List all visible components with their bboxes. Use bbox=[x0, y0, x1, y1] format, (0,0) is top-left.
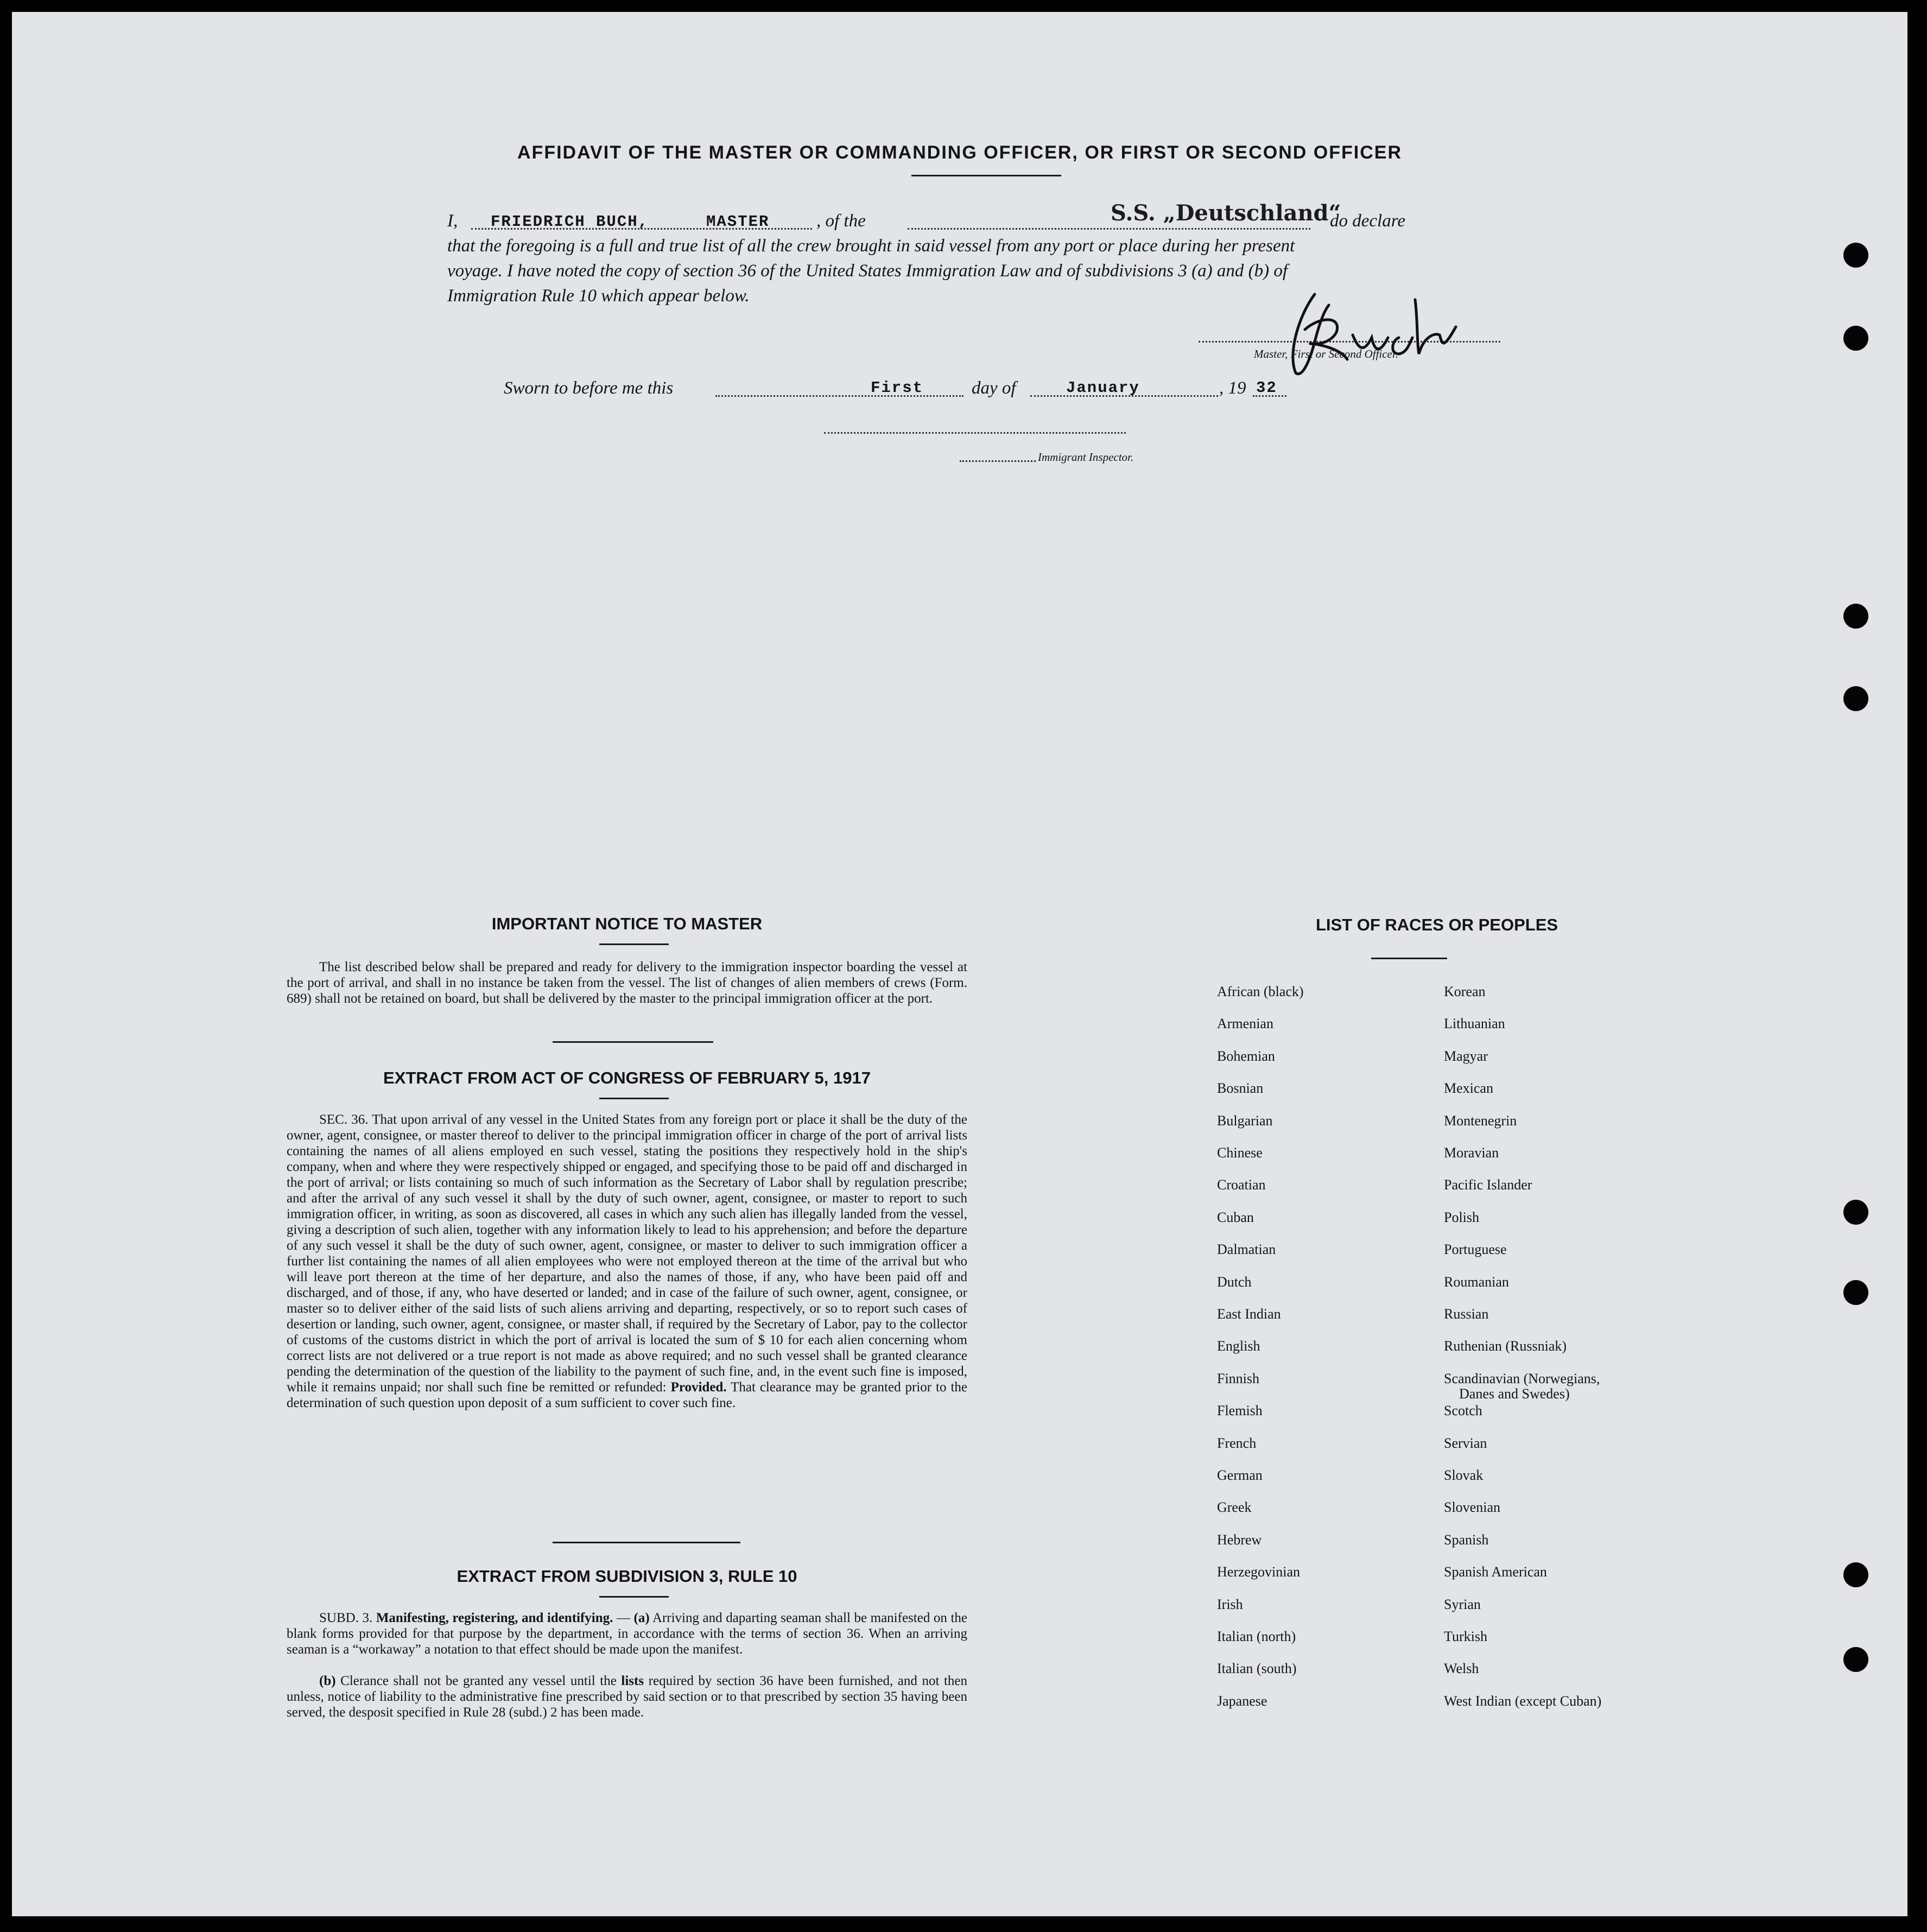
race-item: Korean bbox=[1444, 984, 1486, 999]
race-item: Pacific Islander bbox=[1444, 1177, 1532, 1193]
race-item: Bohemian bbox=[1217, 1048, 1275, 1064]
notice-body: The list described below shall be prepared and ready for delivery to the immigration inspector boarding the vessel at the port of arrival, and shall in no instance be taken from the vessel. The list of changes of alien members of crews (Form. 689) shall not be retained on board, but shall be delivered by the master to the principal immigration officer at the port. bbox=[287, 960, 967, 1006]
race-item: Turkish bbox=[1444, 1629, 1487, 1644]
race-item: Croatian bbox=[1217, 1177, 1266, 1193]
vessel-name-stamp: S.S. „Deutschland“ bbox=[1111, 200, 1341, 226]
race-item: Slovenian bbox=[1444, 1499, 1500, 1516]
race-item: Moravian bbox=[1444, 1145, 1499, 1161]
punch-hole bbox=[1843, 1200, 1868, 1225]
race-item: Mexican bbox=[1444, 1080, 1493, 1097]
race-item: Portuguese bbox=[1444, 1241, 1507, 1258]
race-item: Irish bbox=[1217, 1596, 1243, 1612]
race-item: Servian bbox=[1444, 1435, 1487, 1451]
sworn-month: January bbox=[1066, 379, 1140, 397]
race-item: Roumanian bbox=[1444, 1274, 1509, 1290]
race-item: Cuban bbox=[1217, 1209, 1254, 1225]
race-item: Scotch bbox=[1444, 1403, 1482, 1419]
race-item: French bbox=[1217, 1435, 1257, 1451]
race-item: Flemish bbox=[1217, 1403, 1263, 1419]
race-item: Chinese bbox=[1217, 1145, 1263, 1161]
race-item: Bosnian bbox=[1217, 1080, 1264, 1097]
act-body: SEC. 36. That upon arrival of any vessel in the United States from any foreign port or place it shall be the duty of the owner, agent, consignee, or master thereof to deliver to the principal immigration officer in charge of the port of arrival lists containing the names of all aliens employed en such vessel, stating the positions they respectively hold in the ship's company, when and where they were respectively shipped or engaged, and specifying those to be paid off and discharged in the port of arrival; or lists containing so much of such information as the Secretary of Labor shall by regulation prescribe; and after the arrival of any such vessel it shall by the duty of such owner, agent, consignee, or master to report to such immigration officer, in writing, as soon as discovered, all cases in which any such alien has illegally landed from the vessel, giving a description of such alien, together with any information likely to lead to his apprehension; and before the departure of any such vessel it shall be the duty of such owner, agent, consignee, or master to deliver to such immigration officer a further list containing the names of all alien employees who were not employed thereon at the time of the arrival but who will leave port thereon at the time of her departure, and also the names of those, if any, who have been paid off and discharged, and of those, if any, who have deserted or landed; and in case of the failure of such owner, agent, consignee, or master so to deliver either of the said lists of such aliens arriving and departing, respectively, or so to report such cases of desertion or landing, such owner, agent, consignee, or master shall, if required by the Secretary of Labor, pay to the collector of customs of the customs district in which the port of arrival is located the sum of $ 10 for each alien concerning whom correct lists are not delivered or a true report is not made as above required; and no such vessel shall be granted clearance pending the determination of the question of the liability to the payment of such fine, and, in the event such fine is imposed, while it remains unpaid; nor shall such fine be remitted or refunded: Provided. That clearance may be granted prior to the determination of such question upon deposit of a sum sufficient to cover such fine. bbox=[287, 1112, 967, 1410]
race-item: Spanish bbox=[1444, 1531, 1489, 1548]
race-item: Armenian bbox=[1217, 1016, 1273, 1032]
race-item: Greek bbox=[1217, 1499, 1252, 1516]
race-item: Slovak bbox=[1444, 1467, 1484, 1483]
declaration-line-1 bbox=[447, 200, 1533, 236]
race-item: Dalmatian bbox=[1217, 1241, 1276, 1258]
race-item: Welsh bbox=[1444, 1661, 1479, 1677]
race-item: Italian (south) bbox=[1217, 1661, 1297, 1677]
race-item: Scandinavian (Norwegians, bbox=[1444, 1370, 1600, 1386]
race-item: Polish bbox=[1444, 1209, 1480, 1225]
race-item-continuation: Danes and Swedes) bbox=[1459, 1385, 1570, 1402]
races-right-column bbox=[1444, 984, 1770, 1744]
declaration-line-4: Immigration Rule 10 which appear below. bbox=[447, 286, 750, 306]
document-page bbox=[12, 12, 1907, 1916]
race-item: Hebrew bbox=[1217, 1531, 1262, 1548]
race-item: Italian (north) bbox=[1217, 1629, 1296, 1644]
race-item: Russian bbox=[1444, 1306, 1489, 1322]
races-left-column bbox=[1217, 984, 1434, 1744]
rule10-subd-a: SUBD. 3. Manifesting, registering, and identifying. — (a) Arriving and daparting seaman shall be manifested on the blank forms provided for that purpose by the department, in accordance with the terms of section 36. When an arriving seaman is a “workaway” a notation to that effect should be made upon the manifest. bbox=[287, 1611, 967, 1657]
act-title: EXTRACT FROM ACT OF CONGRESS OF FEBRUARY 5, 1917 bbox=[383, 1068, 871, 1087]
race-item: Bulgarian bbox=[1217, 1112, 1273, 1129]
race-item: Syrian bbox=[1444, 1596, 1481, 1612]
sworn-year: 32 bbox=[1256, 379, 1277, 397]
race-item: Dutch bbox=[1217, 1274, 1252, 1290]
i-label: I, bbox=[447, 211, 458, 231]
day-of-label: day of bbox=[972, 378, 1016, 398]
master-name: FRIEDRICH BUCH, bbox=[491, 213, 649, 231]
punch-hole bbox=[1843, 604, 1868, 629]
rule10-title: EXTRACT FROM SUBDIVISION 3, RULE 10 bbox=[457, 1567, 797, 1586]
do-declare-label: do declare bbox=[1330, 211, 1405, 231]
punch-hole bbox=[1843, 1280, 1868, 1305]
sworn-day: First bbox=[871, 379, 924, 397]
race-item: English bbox=[1217, 1338, 1260, 1354]
of-the-label: , of the bbox=[816, 211, 866, 231]
punch-hole bbox=[1843, 686, 1868, 711]
affidavit-title: AFFIDAVIT OF THE MASTER OR COMMANDING OFFICER, OR FIRST OR SECOND OFFICER bbox=[517, 142, 1402, 163]
provided-keyword: Provided. bbox=[670, 1380, 727, 1395]
sworn-line bbox=[504, 376, 1372, 403]
notice-title: IMPORTANT NOTICE TO MASTER bbox=[491, 914, 763, 933]
races-title: LIST OF RACES OR PEOPLES bbox=[1315, 915, 1558, 934]
year-prefix: , 19 bbox=[1219, 378, 1246, 398]
signature-caption: Master, First or Second Officer. bbox=[1254, 347, 1398, 360]
race-item: Japanese bbox=[1217, 1693, 1267, 1709]
rule10-subd-b: (b) Clerance shall not be granted any vessel until the lists required by section 36 have been furnished, and not then unless, notice of liability to the administrative fine prescribed by said section or to that prescribed by section 35 having been served, the desposit specified in Rule 28 (subd.) 2 has been made. bbox=[287, 1674, 968, 1720]
punch-hole bbox=[1843, 1647, 1868, 1672]
race-item: West Indian (except Cuban) bbox=[1444, 1693, 1602, 1709]
inspector-caption: Immigrant Inspector. bbox=[1038, 451, 1134, 464]
master-signature bbox=[1277, 278, 1472, 387]
master-rank: MASTER bbox=[706, 213, 770, 231]
race-item: East Indian bbox=[1217, 1306, 1281, 1322]
race-item: Ruthenian (Russniak) bbox=[1444, 1338, 1567, 1354]
declaration-line-3: voyage. I have noted the copy of section 36 of the United States Immigration Law and of subdivisions 3 (a) and (b) of bbox=[447, 261, 1288, 281]
race-item: Magyar bbox=[1444, 1048, 1488, 1064]
race-item: African (black) bbox=[1217, 984, 1304, 999]
declaration-line-2: that the foregoing is a full and true list of all the crew brought in said vessel from any port or place during her present bbox=[447, 236, 1295, 256]
inspector-signature-line bbox=[824, 432, 1126, 434]
sworn-label: Sworn to before me this bbox=[504, 378, 674, 398]
punch-hole bbox=[1843, 243, 1868, 268]
race-item: German bbox=[1217, 1467, 1263, 1483]
punch-hole bbox=[1843, 326, 1868, 351]
race-item: Spanish American bbox=[1444, 1564, 1547, 1580]
race-item: Lithuanian bbox=[1444, 1016, 1505, 1032]
race-item: Herzegovinian bbox=[1217, 1564, 1301, 1580]
title-divider bbox=[911, 175, 1061, 176]
race-item: Finnish bbox=[1217, 1370, 1260, 1386]
race-item: Montenegrin bbox=[1444, 1112, 1517, 1129]
punch-hole bbox=[1843, 1562, 1868, 1587]
